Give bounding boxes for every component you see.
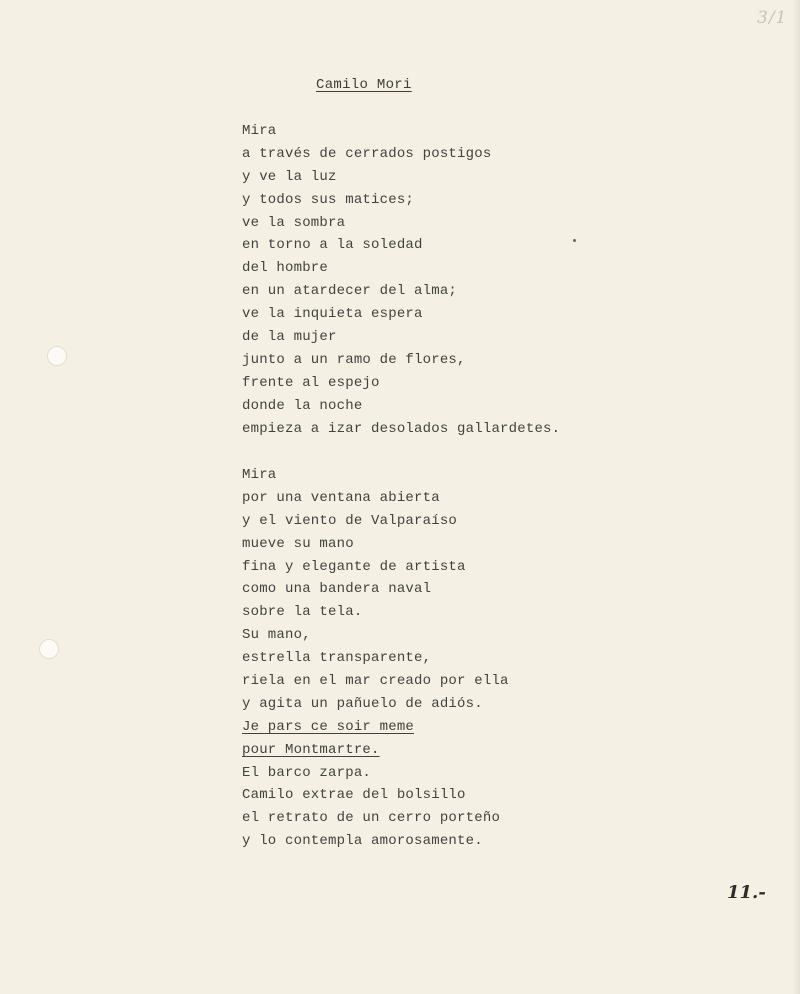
poem-line: y todos sus matices; (242, 191, 415, 208)
page-edge-shadow (792, 0, 800, 994)
poem-line: Mira (242, 467, 277, 483)
poem-line: como una bandera naval (242, 581, 432, 598)
poem-line: pour Montmartre. (242, 741, 380, 758)
poem-line: por una ventana abierta (242, 489, 440, 506)
binder-hole-top (47, 346, 67, 366)
poem-line: El barco zarpa. (242, 764, 372, 781)
ink-speck (573, 239, 576, 242)
poem-line: y ve la luz (242, 168, 337, 185)
poem-line: donde la noche (242, 397, 363, 414)
poem-line: mueve su mano (242, 535, 354, 552)
poem-line: Su mano, (242, 627, 311, 644)
poem-line: empieza a izar desolados gallardetes. (242, 420, 561, 437)
stanza-1 (242, 120, 560, 440)
poem-line: ve la inquieta espera (242, 306, 423, 323)
poem-line: el retrato de un cerro porteño (242, 810, 501, 827)
corner-mark: 3/1 (757, 8, 788, 28)
stanza-2 (242, 464, 509, 853)
poem-line: a través de cerrados postigos (242, 145, 492, 162)
poem-line: de la mujer (242, 329, 337, 346)
poem-line: en un atardecer del alma; (242, 283, 458, 300)
poem-line: estrella transparente, (242, 650, 432, 667)
page-number: 11.- (727, 882, 766, 903)
poem-line: en torno a la soledad (242, 237, 423, 254)
poem-line: fina y elegante de artista (242, 558, 466, 575)
poem-line: y el viento de Valparaíso (242, 512, 458, 529)
binder-hole-bottom (39, 639, 59, 659)
poem-line: junto a un ramo de flores, (242, 351, 466, 368)
poem-line: sobre la tela. (242, 604, 363, 621)
poem-line: y lo contempla amorosamente. (242, 833, 483, 850)
poem-line: ve la sombra (242, 214, 346, 231)
poem-line: Je pars ce soir meme (242, 718, 415, 735)
poem-line: Mira (242, 123, 277, 139)
poem-line: Camilo extrae del bolsillo (242, 787, 466, 804)
poem-title: Camilo Mori (316, 77, 412, 93)
poem-line: riela en el mar creado por ella (242, 673, 509, 690)
poem-line: del hombre (242, 260, 329, 277)
poem-line: y agita un pañuelo de adiós. (242, 695, 483, 712)
poem-line: frente al espejo (242, 374, 380, 391)
